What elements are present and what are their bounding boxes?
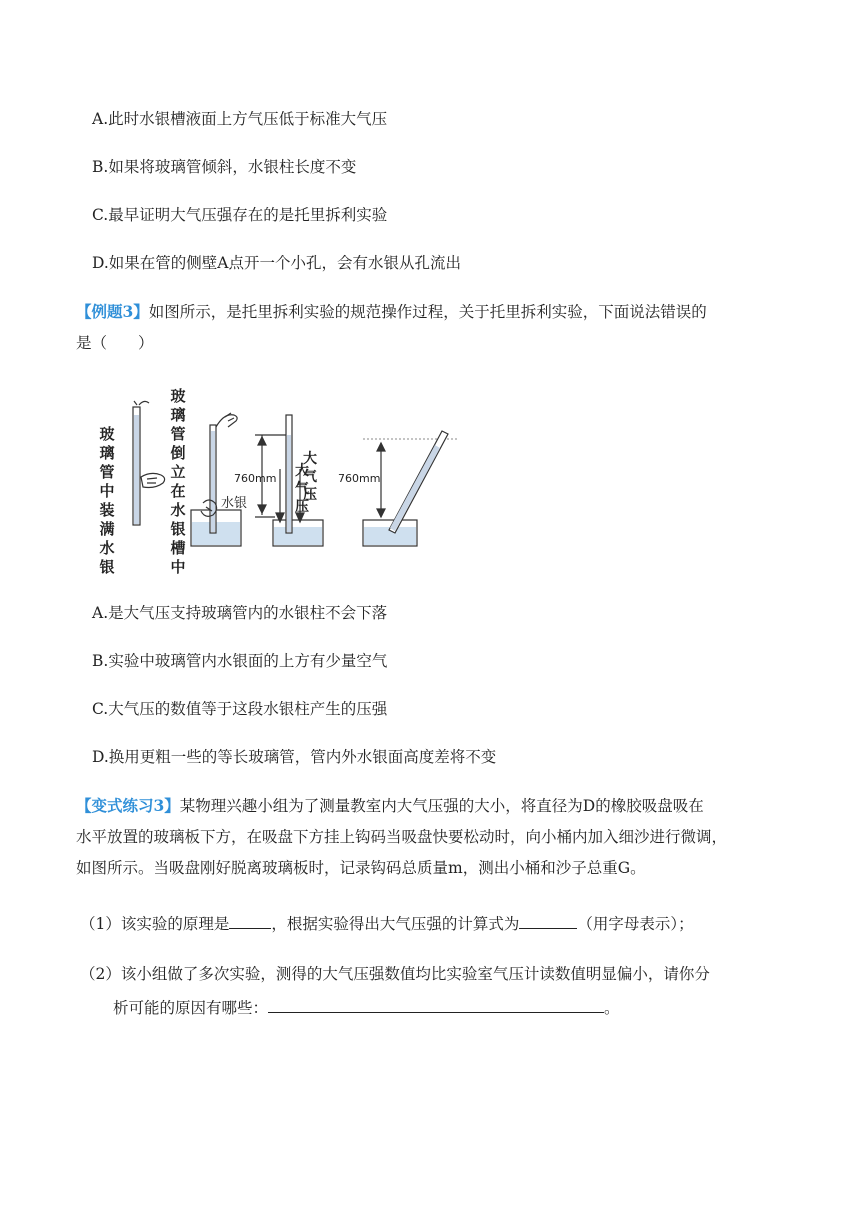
- example3-option-b: B.实验中玻璃管内水银面的上方有少量空气: [92, 652, 388, 670]
- example3-stem-line2: 是（ ）: [76, 334, 154, 352]
- example3-stem-line1: 【例题3】如图所示，是托里拆利实验的规范操作过程，关于托里拆利实验，下面说法错误的: [76, 302, 707, 321]
- practice3-q2-line2: 析可能的原因有哪些： 。: [113, 996, 620, 1018]
- step3-tube: [286, 415, 292, 533]
- reason-blank[interactable]: [268, 996, 604, 1013]
- practice3-stem-line3: 如图所示。当吸盘刚好脱离玻璃板时，记录钩码总质量m，测出小桶和沙子总重G。: [76, 859, 646, 877]
- prev-option-d: D.如果在管的侧壁A点开一个小孔，会有水银从孔流出: [92, 254, 461, 272]
- step4-tilted-tube: [389, 431, 448, 533]
- atm-arrow-a: [276, 469, 284, 522]
- atm-label-a: 大气压: [295, 463, 309, 515]
- practice3-q2-line1: （2）该小组做了多次实验，测得的大气压强数值均比实验室气压计读数值明显偏小，请你分: [80, 965, 710, 983]
- prev-option-c: C.最早证明大气压强存在的是托里拆利实验: [92, 206, 388, 224]
- formula-blank[interactable]: [519, 912, 577, 929]
- prev-option-a: A.此时水银槽液面上方气压低于标准大气压: [92, 110, 388, 128]
- practice3-q1: （1）该实验的原理是 ，根据实验得出大气压强的计算式为 （用字母表示）；: [80, 912, 694, 934]
- example3-option-c: C.大气压的数值等于这段水银柱产生的压强: [92, 700, 388, 718]
- prev-option-b: B.如果将玻璃管倾斜，水银柱长度不变: [92, 158, 357, 176]
- step2-hand-top-icon: [216, 413, 237, 427]
- atm-label-b: 大气压: [303, 451, 317, 503]
- example3-option-a: A.是大气压支持玻璃管内的水银柱不会下落: [92, 604, 388, 622]
- fill-tube-label: 玻璃管中装满水银: [99, 425, 115, 576]
- example3-tag: 【例题3】: [76, 302, 149, 321]
- principle-blank[interactable]: [229, 912, 271, 929]
- mercury-label: 水银: [221, 496, 248, 511]
- practice3-stem-line2: 水平放置的玻璃板下方，在吸盘下方挂上钩码当吸盘快要松动时，向小桶内加入细沙进行微调，: [76, 828, 728, 846]
- torricelli-figure: [95, 385, 475, 576]
- height-760-label-a: 760mm: [234, 472, 277, 485]
- step1-tube: [133, 407, 140, 525]
- torricelli-drawing: [95, 385, 475, 570]
- height-760-label-b: 760mm: [338, 472, 381, 485]
- practice3-stem-line1: 【变式练习3】某物理兴趣小组为了测量教室内大气压强的大小，将直径为D的橡胶吸盘吸在: [76, 796, 704, 815]
- step4-trough: [363, 520, 417, 546]
- step2-tube: [210, 425, 216, 533]
- practice3-tag: 【变式练习3】: [76, 796, 180, 815]
- example3-option-d: D.换用更粗一些的等长玻璃管，管内外水银面高度差将不变: [92, 748, 497, 766]
- step3-trough: [273, 520, 323, 546]
- invert-tube-label: 玻璃管倒立在水银槽中: [170, 387, 186, 576]
